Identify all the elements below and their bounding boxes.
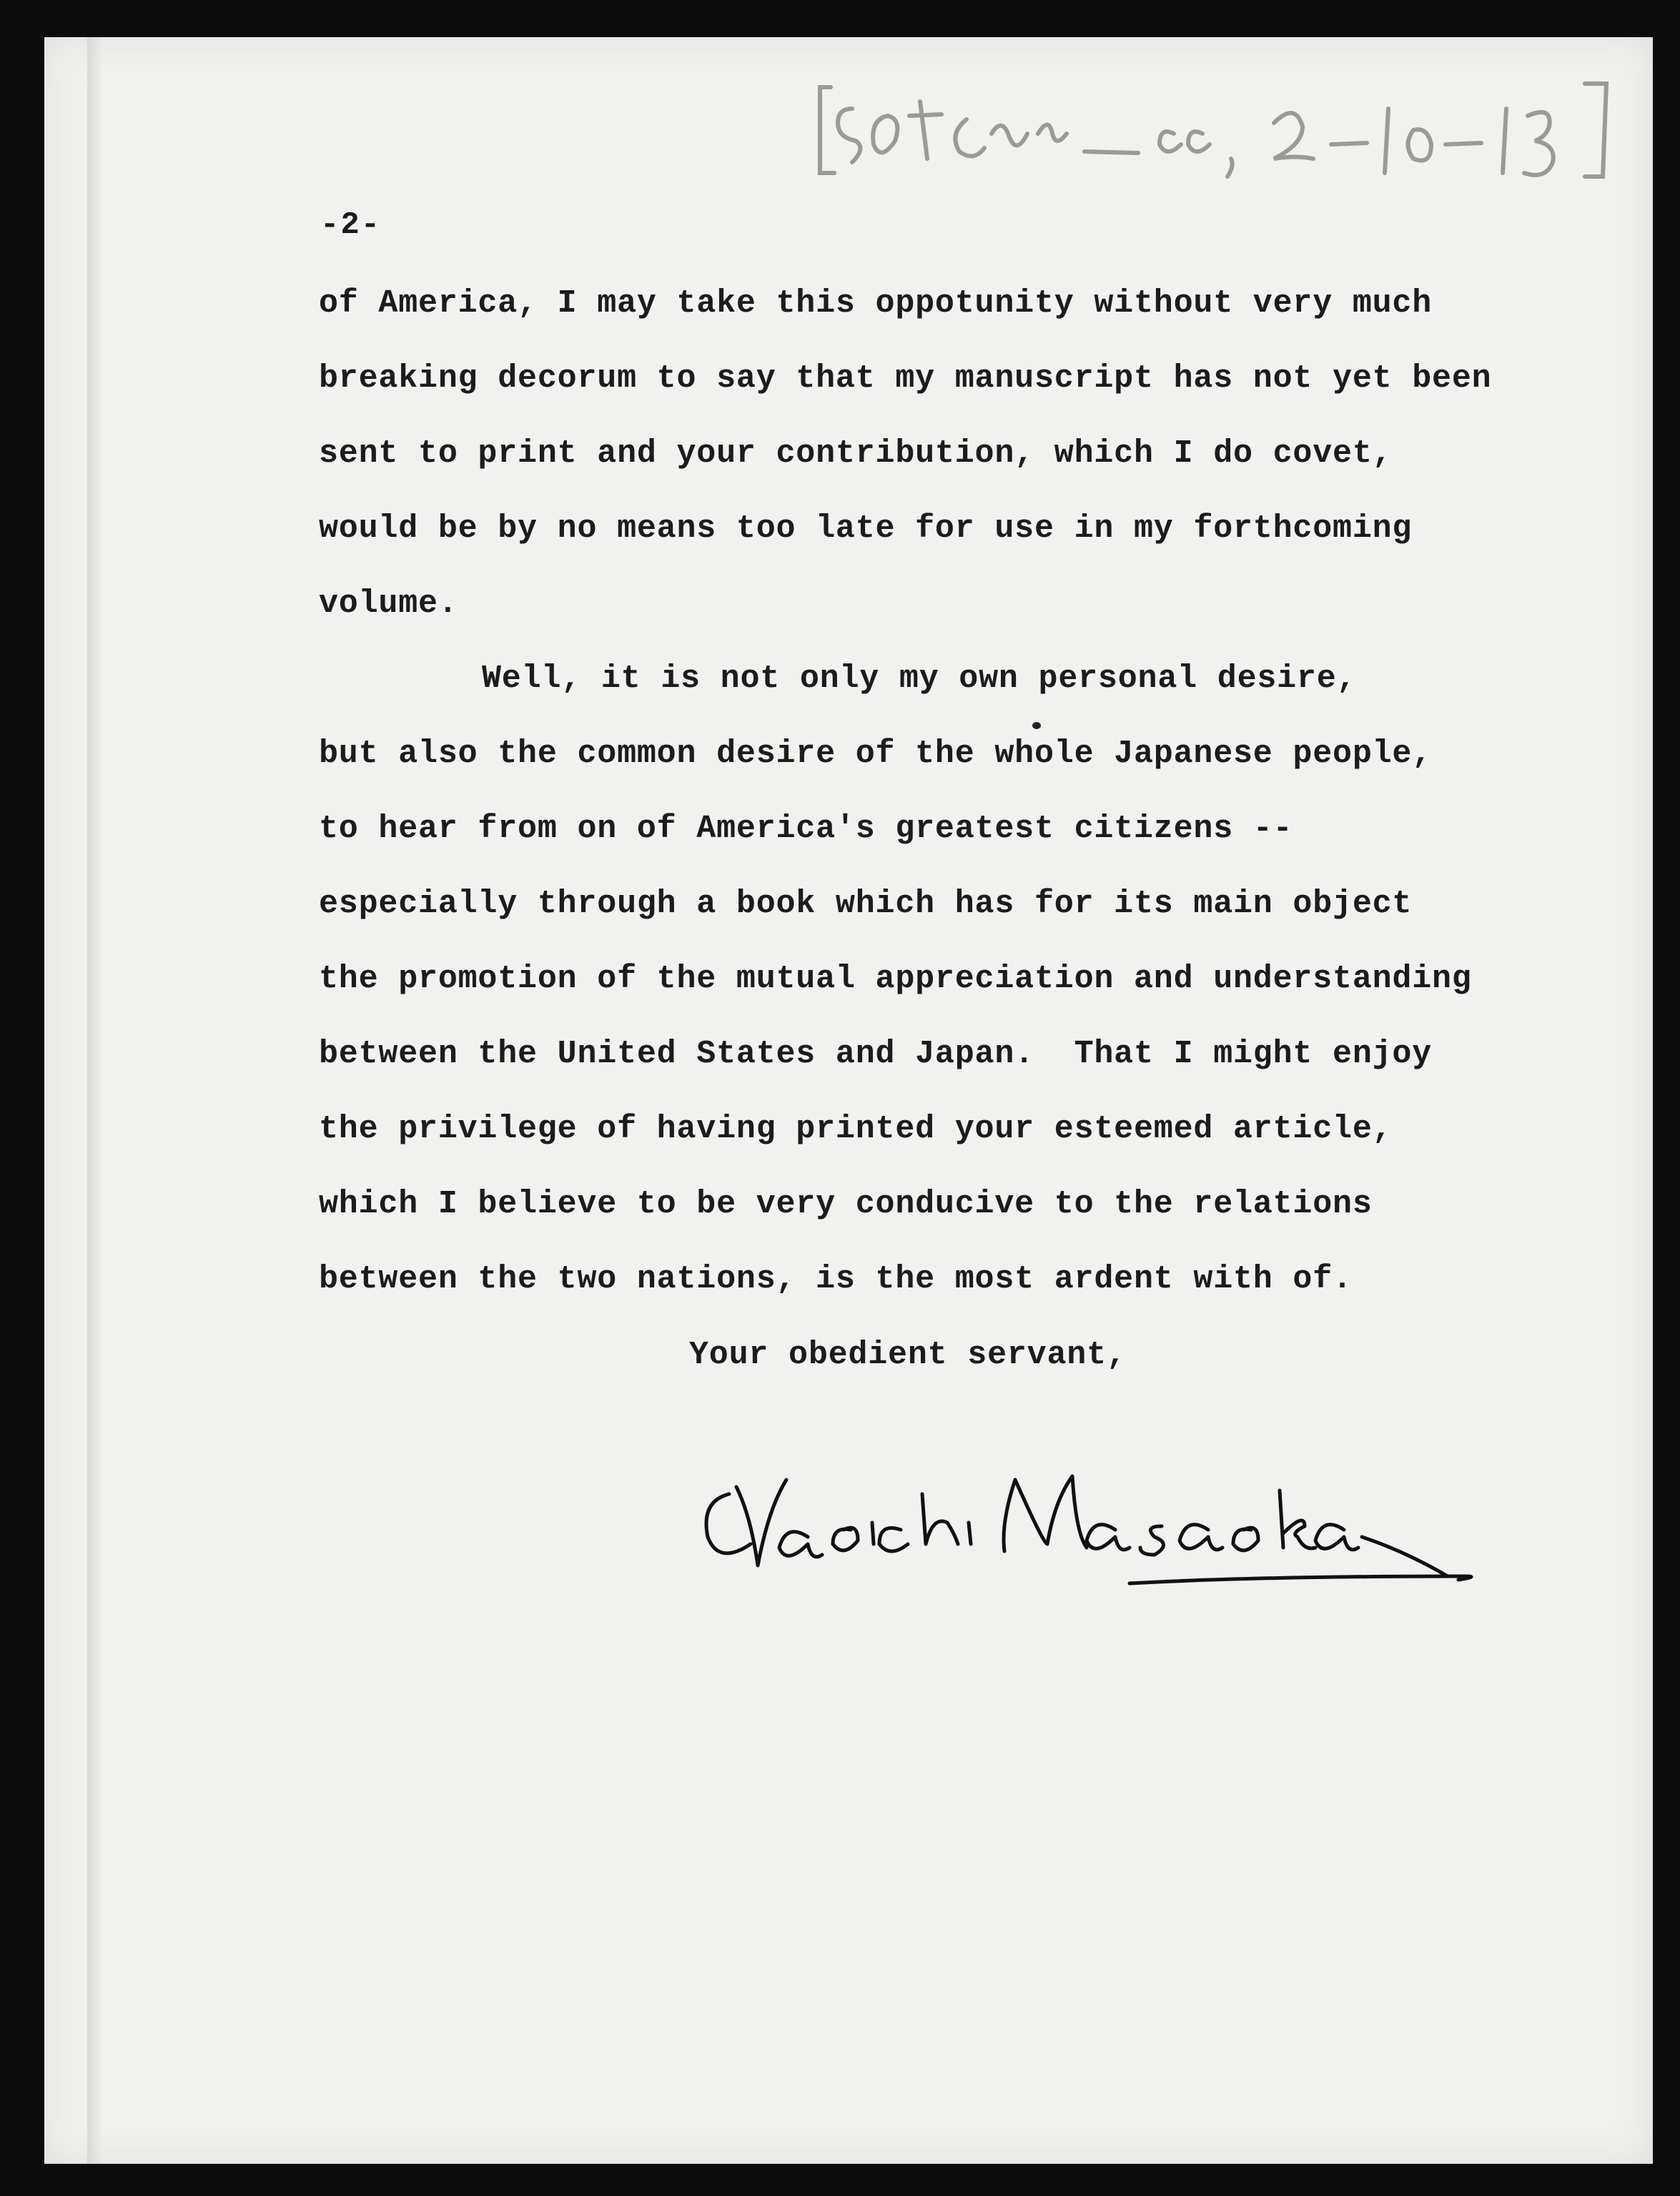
text-line: the promotion of the mutual appreciation and understanding [319,961,1472,997]
text-line: especially through a book which has for its main object [319,886,1413,922]
handwritten-signature [686,1451,1487,1616]
text-line: which I believe to be very conducive to the relations [319,1186,1373,1222]
text-line: breaking decorum to say that my manuscript has not yet been [319,360,1492,397]
signature-scribble [686,1451,1487,1616]
archive-note-handwritten [802,66,1624,209]
text-line: would be by no means too late for use in my forthcoming [319,510,1413,547]
text-line: the privilege of having printed your esteemed article, [319,1111,1393,1147]
text-line: sent to print and your contribution, which I do covet, [319,435,1393,472]
closing-salutation: Your obedient servant, [689,1337,1127,1373]
text-line: but also the common desire of the whole Japanese people, [319,736,1433,772]
text-line: volume. [319,585,458,622]
page-number: -2- [320,207,382,243]
text-line: of America, I may take this oppotunity without very much [319,285,1433,322]
text-line: between the two nations, is the most ardent with of. [319,1261,1353,1297]
letter-body [319,266,1534,1317]
text-line: between the United States and Japan. That I might enjoy [319,1036,1433,1072]
archive-note-scribble [802,66,1624,209]
text-line: to hear from on of America's greatest citizens -- [319,811,1293,847]
text-line: Well, it is not only my own personal desire, [482,661,1357,697]
page-edge-shadow [87,37,103,2164]
